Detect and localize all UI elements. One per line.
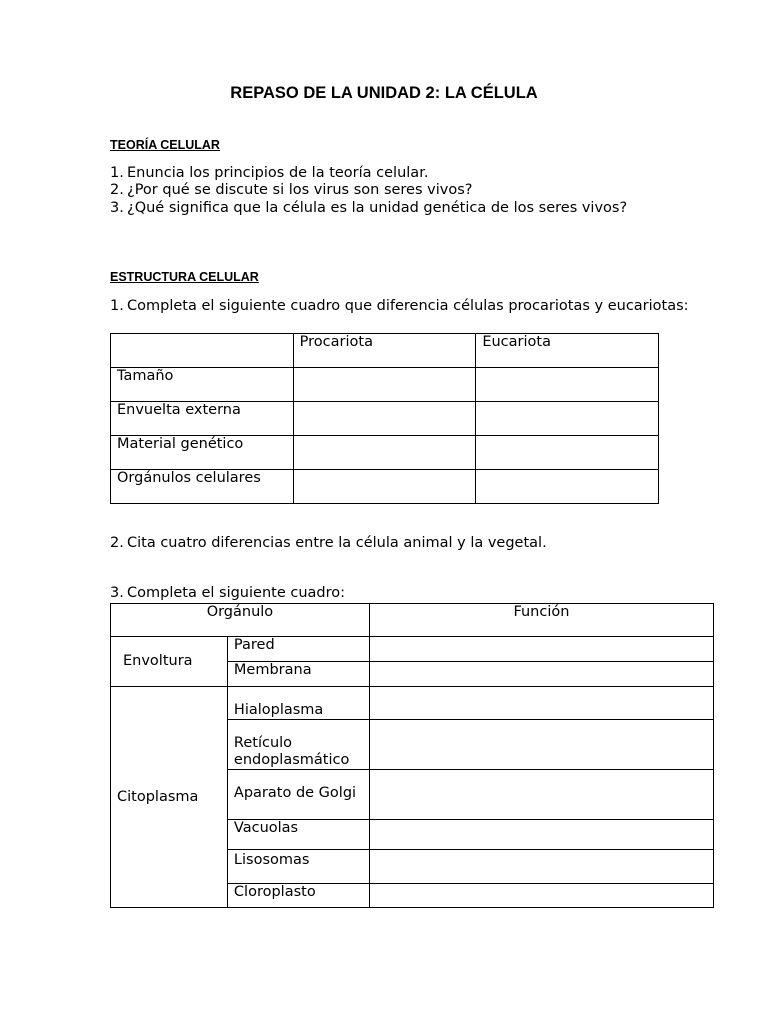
answer-cell[interactable]	[369, 720, 713, 770]
answer-cell[interactable]	[293, 436, 476, 470]
table-row	[111, 436, 659, 470]
answer-cell[interactable]	[369, 884, 713, 908]
table-row	[111, 402, 659, 436]
question-item	[110, 298, 689, 315]
table-row	[111, 368, 659, 402]
question-item	[110, 585, 345, 602]
row-label: Orgánulos celulares	[111, 470, 294, 504]
organelle-name: Pared	[227, 637, 369, 662]
question-item	[110, 165, 428, 182]
organelle-name: Hialoplasma	[227, 687, 369, 720]
organelle-name: Retículo endoplasmático	[227, 720, 369, 770]
answer-cell[interactable]	[476, 402, 659, 436]
table-header-cell: Orgánulo	[111, 604, 370, 637]
question-item	[110, 200, 627, 217]
question-number: 1.	[110, 298, 124, 314]
question-number: 2.	[110, 535, 124, 551]
table-header-cell: Función	[369, 604, 713, 637]
group-label: Citoplasma	[111, 687, 228, 908]
prokaryote-eukaryote-table	[110, 333, 659, 504]
organelle-name: Vacuolas	[227, 820, 369, 850]
answer-cell[interactable]	[293, 402, 476, 436]
organelle-name: Cloroplasto	[227, 884, 369, 908]
row-label: Envuelta externa	[111, 402, 294, 436]
organelle-name: Lisosomas	[227, 850, 369, 884]
page-title: REPASO DE LA UNIDAD 2: LA CÉLULA	[230, 84, 538, 102]
question-number: 1.	[110, 165, 124, 181]
question-number: 3.	[110, 200, 124, 216]
table-header-cell	[111, 334, 294, 368]
section-heading-teoria: TEORÍA CELULAR	[110, 138, 220, 152]
question-item	[110, 535, 547, 552]
table-row	[111, 470, 659, 504]
question-text: Cita cuatro diferencias entre la célula animal y la vegetal.	[127, 535, 547, 551]
question-text: Enuncia los principios de la teoría celular.	[127, 165, 429, 181]
question-item	[110, 182, 472, 199]
answer-cell[interactable]	[293, 368, 476, 402]
question-text: ¿Por qué se discute si los virus son seres vivos?	[127, 182, 473, 198]
row-label: Material genético	[111, 436, 294, 470]
table-header-cell: Eucariota	[476, 334, 659, 368]
answer-cell[interactable]	[293, 470, 476, 504]
table-header-row	[111, 604, 714, 637]
answer-cell[interactable]	[369, 820, 713, 850]
organelle-function-table	[110, 603, 714, 908]
table-row	[111, 637, 714, 662]
organelle-name: Aparato de Golgi	[227, 770, 369, 820]
question-text: Completa el siguiente cuadro que diferencia células procariotas y eucariotas:	[127, 298, 689, 314]
answer-cell[interactable]	[369, 687, 713, 720]
answer-cell[interactable]	[476, 368, 659, 402]
answer-cell[interactable]	[369, 662, 713, 687]
question-text: ¿Qué significa que la célula es la unidad genética de los seres vivos?	[127, 200, 628, 216]
question-text: Completa el siguiente cuadro:	[127, 585, 345, 601]
section-heading-estructura: ESTRUCTURA CELULAR	[110, 270, 259, 284]
answer-cell[interactable]	[369, 637, 713, 662]
table-header-cell: Procariota	[293, 334, 476, 368]
organelle-name: Membrana	[227, 662, 369, 687]
table-header-row	[111, 334, 659, 368]
answer-cell[interactable]	[476, 470, 659, 504]
question-number: 3.	[110, 585, 124, 601]
table-row	[111, 687, 714, 720]
answer-cell[interactable]	[369, 770, 713, 820]
group-label: Envoltura	[111, 637, 228, 687]
answer-cell[interactable]	[476, 436, 659, 470]
answer-cell[interactable]	[369, 850, 713, 884]
question-number: 2.	[110, 182, 124, 198]
row-label: Tamaño	[111, 368, 294, 402]
